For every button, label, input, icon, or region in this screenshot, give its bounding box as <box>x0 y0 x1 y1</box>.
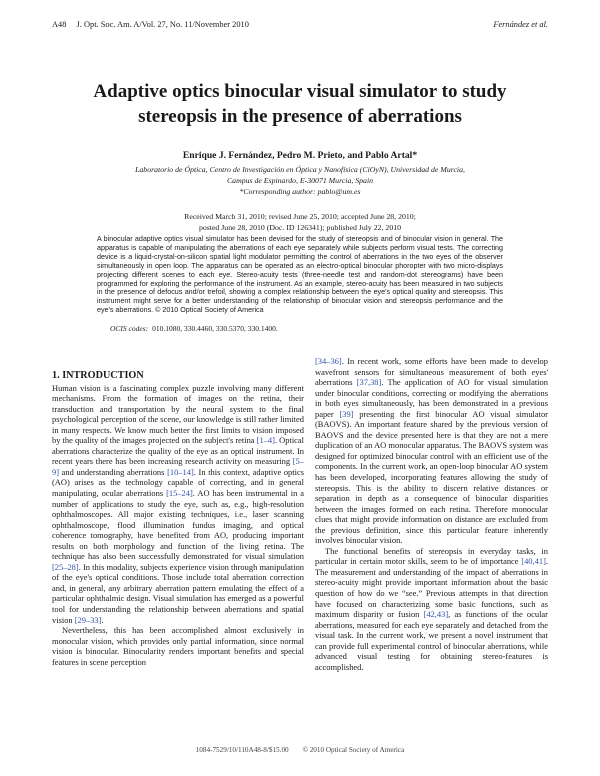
page-id: A48 <box>52 20 67 29</box>
intro-paragraph-1: Human vision is a fascinating complex puzzle involving many different mechanisms. From the formation of images on the retina, their transduction and transportation by the neural system to the final psychological perception of the scene, our knowledge is still rather limited in many respects. We know much better the first limits to vision imposed by the quality of the images projected on the subject's retina [1–4]. Optical aberrations characterize the quality of the eye as an optical instrument. In recent years there has been increasing research activity on measuring [5–9] and understanding aberrations [10–14]. In this context, adaptive optics (AO) arises as the technology capable of correcting, and in general manipulating, ocular aberrations [15–24]. AO has been instrumental in a number of applications to study the eye, such as, e.g., high-resolution ophthalmoscopes. All major existing techniques, i.e., laser scanning ophthalmoscope, flood illumination fundus imaging, and optical coherence tomography, have benefited from AO, producing important results on both morphology and function of the living retina. The technique has also been successfully demonstrated for visual simulation [25–28]. In this modality, subjects experience vision through manipulation of the eye's optical conditions. Those include total aberration correction and, in general, any arbitrary aberration pattern emulating the effect of a particular ophthalmic design. Visual simulation has emerged as a powerful tool for understanding the relationship between aberrations and spatial vision [29–33]. <box>52 382 305 625</box>
running-header <box>52 20 548 34</box>
journal-citation: J. Opt. Soc. Am. A/Vol. 27, No. 11/November 2010 <box>76 20 249 29</box>
ocis-values: 010.1080, 330.4460, 330.5370, 330.1400. <box>152 324 278 333</box>
intro-paragraph-2b: [34–36]. In recent work, some efforts have been made to develop wavefront sensors for simultaneous measurement of both eyes' aberrations [37,38]. The application of AO for visual simulation under binocular conditions, correcting or modifying the aberrations in both eyes simultaneously, has been demonstrated in a previous paper [39] presenting the first binocular AO visual simulator (BAOVS). An important feature shared by the previous version of BAOVS and the device presented here is that they are not a mere duplication of an AO monocular apparatus. The BAOVS system was designed for optimized binocular control with an efficient use of the components. In the current work, an open-loop binocular AO system has been developed, incorporating features allowing the study of stereopsis. This is the ability to discern relative distances or separation in depth as a consequence of binocular disparities between the images formed on each retina. Therefore monocular clues that might provide information on distance are excluded from the previous definition, since this particular feature inherently involves binocular vision. <box>315 356 548 546</box>
citation-link[interactable]: [42,43] <box>423 609 449 620</box>
received-dates <box>70 212 530 233</box>
abstract: A binocular adaptive optics visual simulator has been devised for the study of stereopsis and of binocular vision in general. The apparatus is capable of manipulating the aberrations of each eye separately while subjects perform visual tests. The correcting device is a liquid-crystal-on-silicon spatial light modulator permitting the control of aberrations in the two eyes of the observer simultaneously in open loop. The apparatus can be operated as an electro-optical binocular phoropter with two micro-displays projecting different scenes to each eye. Stereo-acuity tests (three-needle test and random-dot stereograms) have been programmed for exploring the performance of the instrument. As an example, stereo-acuity has been measured in two subjects in the presence of defocus and/or trefoil, showing a complex relationship between the eye's optical quality and stereopsis. This instrument might serve for a better understanding of the relationship of binocular vision and stereopsis performance and the eye's aberrations. © 2010 Optical Society of America <box>97 235 503 315</box>
citation-link[interactable]: [10–14] <box>167 466 194 477</box>
citation-link[interactable]: [34–36] <box>315 356 342 366</box>
citation-link[interactable]: [15–24] <box>166 488 193 499</box>
page-footer <box>0 746 600 754</box>
column-right <box>315 356 548 672</box>
paper-title: Adaptive optics binocular visual simulator to study stereopsis in the presence of aberrations <box>93 81 507 127</box>
citation-link[interactable]: [1–4] <box>256 435 275 446</box>
copyright: © 2010 Optical Society of America <box>302 746 405 754</box>
ocis-label: OCIS codes: <box>110 324 149 333</box>
section-heading-introduction: 1. INTRODUCTION <box>52 370 144 381</box>
intro-paragraph-2a: Nevertheless, this has been accomplished almost exclusively in monocular vision, which provides only partial information, since normal vision is binocular. Binocularity renders important benefits and special features in scene perception <box>52 625 304 667</box>
corresponding-author: *Corresponding author: pablo@um.es <box>239 187 361 196</box>
citation-link[interactable]: [29–33] <box>74 614 102 625</box>
affiliation-line-1: Laboratorio de Óptica, Centro de Investigación en Óptica y Nanofísica (CiOyN), Universidad de Murcia, <box>135 165 465 174</box>
running-author: Fernández et al. <box>493 20 548 29</box>
column-left <box>52 371 304 667</box>
citation-link[interactable]: [25–28] <box>52 561 79 572</box>
citation-link[interactable]: [39] <box>339 408 354 419</box>
intro-paragraph-3: The functional benefits of stereopsis in everyday tasks, in particular in certain motor skills, seem to be of importance [40,41]. The measurement and understanding of the impact of aberrations in stereo-acuity might provide important information about the basic question of how do we “see.” Previous attempts in that direction have focused on characterizing some basic functions, such as maximum disparity or fusion [42,43], as functions of the ocular aberrations, measured for each eye separately and detached from the visual task. In the current work, we present a novel instrument that can provide full experimental control of binocular aberrations, while advanced visual testing for obtaining stereo-features is accomplished. <box>315 545 548 672</box>
issn-code: 1084-7529/10/110A48-8/$15.00 <box>195 746 289 754</box>
received-line-2: posted June 28, 2010 (Doc. ID 126341); published July 22, 2010 <box>198 222 402 232</box>
affiliation-line-2: Campus de Espinardo, E-30071 Murcia, Spain <box>226 176 374 185</box>
affiliation <box>90 164 510 197</box>
author-list: Enrique J. Fernández, Pedro M. Prieto, and Pablo Artal* <box>182 150 418 161</box>
citation-link[interactable]: [37,38] <box>356 377 382 388</box>
citation-link[interactable]: [40,41] <box>521 556 546 567</box>
received-line-1: Received March 31, 2010; revised June 25, 2010; accepted June 28, 2010; <box>184 212 416 221</box>
citation-link[interactable]: [5–9] <box>52 456 304 477</box>
ocis-codes <box>110 324 503 333</box>
